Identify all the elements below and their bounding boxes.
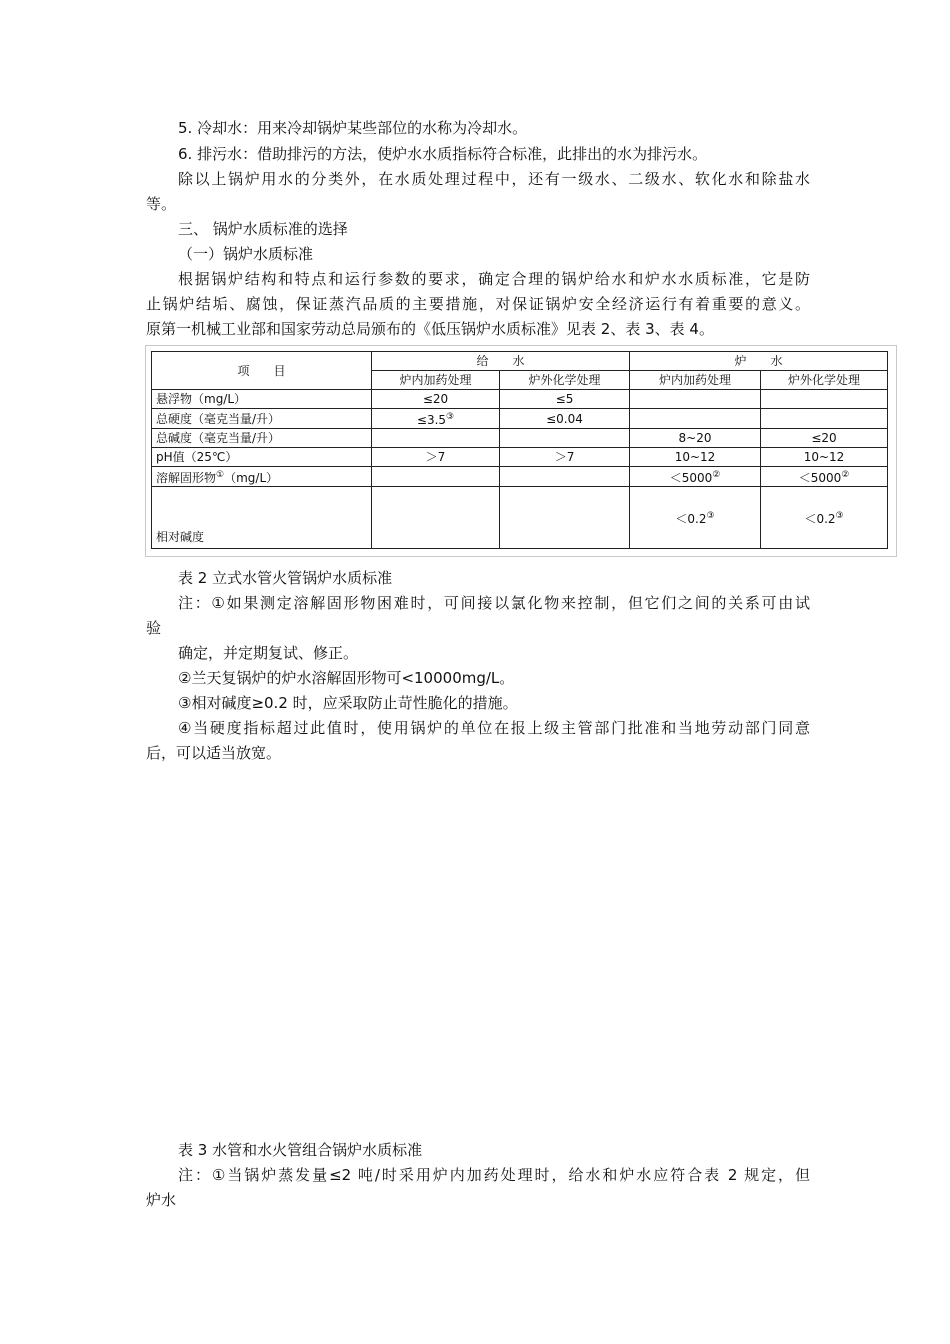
cell: ＜5000②	[630, 467, 761, 487]
header-boiler-outer: 炉外化学处理	[761, 371, 888, 390]
header-feed-water: 给 水	[372, 352, 630, 371]
note-1-line-1: 注：①如果测定溶解固形物困难时，可间接以氯化物来控制，但它们之间的关系可由试	[178, 594, 810, 612]
footnote-mark: ③	[706, 511, 715, 521]
cell: ≤0.04	[500, 409, 630, 429]
table-row	[152, 390, 888, 409]
note-4-line-1: ④当硬度指标超过此值时，使用锅炉的单位在报上级主管部门批准和当地劳动部门同意	[178, 719, 810, 737]
paragraph-standard-3: 原第一机械工业部和国家劳动总局颁布的《低压锅炉水质标准》见表 2、表 3、表 4。	[146, 320, 714, 338]
cell	[500, 467, 630, 487]
table-3-caption: 表 3 水管和水火管组合锅炉水质标准	[178, 1141, 423, 1159]
cell: ≤20	[372, 390, 500, 409]
header-feed-outer: 炉外化学处理	[500, 371, 630, 390]
cell: ≤3.5③	[372, 409, 500, 429]
note-5-line-2: 炉水	[146, 1191, 177, 1209]
cell: ≤20	[761, 429, 888, 448]
section-heading: 三、 锅炉水质标准的选择	[178, 220, 348, 238]
footnote-mark: ②	[712, 470, 721, 480]
cell	[761, 409, 888, 429]
row-label: pH值（25℃）	[152, 448, 372, 467]
subsection-heading: （一）锅炉水质标准	[178, 245, 314, 263]
footnote-mark: ②	[841, 470, 850, 480]
header-boiler-inner: 炉内加药处理	[630, 371, 761, 390]
table-row	[152, 429, 888, 448]
row-label: 相对碱度	[152, 487, 372, 549]
table-row	[152, 467, 888, 487]
row-label: 总碱度（毫克当量/升）	[152, 429, 372, 448]
water-quality-table	[151, 351, 888, 549]
row-label: 总硬度（毫克当量/升）	[152, 409, 372, 429]
note-1-line-3: 确定，并定期复试、修正。	[178, 644, 359, 662]
cell: 10~12	[630, 448, 761, 467]
footnote-mark: ①	[216, 470, 225, 480]
table-row	[152, 409, 888, 429]
paragraph-standard-1: 根据锅炉结构和特点和运行参数的要求，确定合理的锅炉给水和炉水水质标准，它是防	[178, 270, 810, 288]
cell	[761, 390, 888, 409]
header-item: 项 目	[152, 352, 372, 390]
header-feed-inner: 炉内加药处理	[372, 371, 500, 390]
cell	[630, 390, 761, 409]
note-3: ③相对碱度≥0.2 时，应采取防止苛性脆化的措施。	[178, 694, 518, 712]
row-label: 溶解固形物①（mg/L）	[152, 467, 372, 487]
cell: ＜0.2③	[761, 487, 888, 549]
table-2-image	[145, 345, 897, 557]
cell: ＞7	[500, 448, 630, 467]
paragraph-blowdown-water: 6. 排污水：借助排污的方法，使炉水水质指标符合标准，此排出的水为排污水。	[178, 145, 708, 163]
table-header-row-1	[152, 352, 888, 371]
cell: ≤5	[500, 390, 630, 409]
cell	[500, 487, 630, 549]
header-boiler-water: 炉 水	[630, 352, 888, 371]
footnote-mark: ③	[835, 511, 844, 521]
cell	[372, 467, 500, 487]
cell: 10~12	[761, 448, 888, 467]
table-2-caption: 表 2 立式水管火管锅炉水质标准	[178, 569, 393, 587]
row-label: 悬浮物（mg/L）	[152, 390, 372, 409]
note-4-line-2: 后，可以适当放宽。	[146, 744, 282, 762]
table-row	[152, 487, 888, 549]
cell: ＞7	[372, 448, 500, 467]
paragraph-classification-2: 等。	[146, 195, 177, 213]
paragraph-standard-2: 止锅炉结垢、腐蚀，保证蒸汽品质的主要措施，对保证锅炉安全经济运行有着重要的意义。	[146, 295, 810, 313]
table-row	[152, 448, 888, 467]
footnote-mark: ③	[446, 412, 455, 422]
cell	[372, 487, 500, 549]
paragraph-cooling-water: 5. 冷却水：用来冷却锅炉某些部位的水称为冷却水。	[178, 119, 528, 137]
note-1-line-2: 验	[146, 619, 162, 637]
cell: ＜0.2③	[630, 487, 761, 549]
paragraph-classification-1: 除以上锅炉用水的分类外，在水质处理过程中，还有一级水、二级水、软化水和除盐水	[178, 170, 810, 188]
note-2: ②兰天复锅炉的炉水溶解固形物可<10000mg/L。	[178, 669, 515, 687]
cell: 8~20	[630, 429, 761, 448]
cell	[500, 429, 630, 448]
note-5-line-1: 注：①当锅炉蒸发量≤2 吨/时采用炉内加药处理时，给水和炉水应符合表 2 规定，但	[178, 1166, 810, 1184]
cell: ＜5000②	[761, 467, 888, 487]
cell	[630, 409, 761, 429]
cell	[372, 429, 500, 448]
